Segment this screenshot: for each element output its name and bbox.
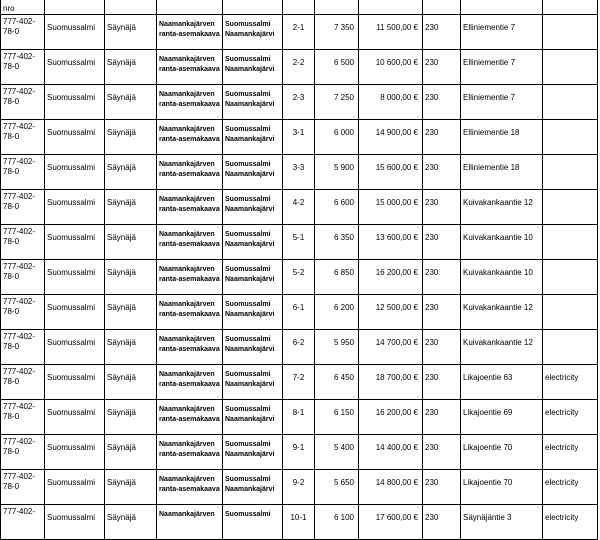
cell-village: Säynäjä [105, 505, 157, 540]
cell-area: Suomussalmi Naamankajärvi [223, 400, 283, 435]
table-row [1, 120, 598, 155]
cell-price: 13 600,00 € [359, 225, 423, 260]
cell-extra [543, 50, 598, 85]
cell-plot: 5-1 [283, 225, 315, 260]
cell-area: Suomussalmi Naamankajärvi [223, 470, 283, 505]
cell-municipality: Suomussalmi [45, 50, 105, 85]
cell-extra [543, 330, 598, 365]
cell-municipality: Suomussalmi [45, 120, 105, 155]
cell-address: Likajoentie 70 [461, 470, 543, 505]
cell-extra: electricity [543, 365, 598, 400]
cell-size: 6 150 [315, 400, 359, 435]
cell-municipality: Suomussalmi [45, 155, 105, 190]
cell-municipality: Suomussalmi [45, 260, 105, 295]
cell-price: 11 500,00 € [359, 15, 423, 50]
cell-extra [543, 15, 598, 50]
cell-property-id: 777-402-78-0 [1, 365, 45, 400]
cell-plot: 10-1 [283, 505, 315, 540]
cell-plot: 6-2 [283, 330, 315, 365]
cell-area: Suomussalmi Naamankajärvi [223, 155, 283, 190]
table-row [1, 50, 598, 85]
cell-size: 6 600 [315, 190, 359, 225]
cell-plan: Naamankajärven ranta-asemakaava [157, 15, 223, 50]
cell-plot: 8-1 [283, 400, 315, 435]
cell-size: 6 200 [315, 295, 359, 330]
cell-property-id: 777-402-78-0 [1, 120, 45, 155]
cell-plot: 5-2 [283, 260, 315, 295]
cell-code: 230 [423, 225, 461, 260]
cell-size: 6 100 [315, 505, 359, 540]
cell-village: Säynäjä [105, 330, 157, 365]
cell-village: Säynäjä [105, 435, 157, 470]
cell-municipality: Suomussalmi [45, 470, 105, 505]
table-row [1, 0, 598, 15]
cell-code: 230 [423, 435, 461, 470]
cell [157, 0, 223, 15]
cell-price: 10 600,00 € [359, 50, 423, 85]
cell-municipality: Suomussalmi [45, 365, 105, 400]
cell [461, 0, 543, 15]
cell-address: Kuivakankaantie 10 [461, 225, 543, 260]
cell-village: Säynäjä [105, 120, 157, 155]
cell-village: Säynäjä [105, 50, 157, 85]
cell-code: 230 [423, 120, 461, 155]
cell-address: Elliniementie 18 [461, 155, 543, 190]
cell-area: Suomussalmi Naamankajärvi [223, 190, 283, 225]
table-row [1, 295, 598, 330]
cell-extra [543, 260, 598, 295]
cell-plan: Naamankajärven ranta-asemakaava [157, 225, 223, 260]
cell-size: 5 950 [315, 330, 359, 365]
cell-property-id: 777-402-78-0 [1, 470, 45, 505]
cell [105, 0, 157, 15]
table-row [1, 505, 598, 540]
cell-plot: 3-3 [283, 155, 315, 190]
table-row [1, 330, 598, 365]
cell-plot: 9-2 [283, 470, 315, 505]
cell-price: 8 000,00 € [359, 85, 423, 120]
cell-area: Suomussalmi Naamankajärvi [223, 15, 283, 50]
cell-plot: 2-1 [283, 15, 315, 50]
cell-code: 230 [423, 85, 461, 120]
cell-extra: electricity [543, 435, 598, 470]
cell-price: 18 700,00 € [359, 365, 423, 400]
cell-address: Likajoentie 63 [461, 365, 543, 400]
cell-address: Likajoentie 70 [461, 435, 543, 470]
cell-property-id: 777-402-78-0 [1, 190, 45, 225]
cell-property-id: 777-402-78-0 [1, 225, 45, 260]
cell-price: 14 800,00 € [359, 470, 423, 505]
cell-address: Elliniementie 7 [461, 15, 543, 50]
cell-area: Suomussalmi Naamankajärvi [223, 85, 283, 120]
table-row [1, 85, 598, 120]
cell-plot: 9-1 [283, 435, 315, 470]
cell-size: 7 250 [315, 85, 359, 120]
cell-property-id: 777-402-78-0 [1, 400, 45, 435]
cell-code: 230 [423, 190, 461, 225]
cell-property-id: 777-402-78-0 [1, 260, 45, 295]
cell-size: 6 500 [315, 50, 359, 85]
cell-extra [543, 225, 598, 260]
cell-plan: Naamankajärven ranta-asemakaava [157, 330, 223, 365]
table-row [1, 435, 598, 470]
cell-plan: Naamankajärven ranta-asemakaava [157, 190, 223, 225]
cell-municipality: Suomussalmi [45, 435, 105, 470]
cell-extra: electricity [543, 400, 598, 435]
cell-size: 6 450 [315, 365, 359, 400]
cell-plan: Naamankajärven ranta-asemakaava [157, 295, 223, 330]
cell-area: Suomussalmi Naamankajärvi [223, 330, 283, 365]
table-body [1, 0, 598, 540]
cell-municipality: Suomussalmi [45, 85, 105, 120]
cell [223, 0, 283, 15]
cell [283, 0, 315, 15]
cell-price: 14 400,00 € [359, 435, 423, 470]
cell-address: Säynäjäntie 3 [461, 505, 543, 540]
cell [359, 0, 423, 15]
cell-property-id: 777-402-78-0 [1, 155, 45, 190]
cell-plan: Naamankajärven ranta-asemakaava [157, 85, 223, 120]
cell-price: 14 700,00 € [359, 330, 423, 365]
cell-area: Suomussalmi Naamankajärvi [223, 225, 283, 260]
cell-size: 6 000 [315, 120, 359, 155]
cell-area: Suomussalmi Naamankajärvi [223, 435, 283, 470]
cell-id-fragment: nro [1, 0, 45, 15]
cell-plan: Naamankajärven [157, 505, 223, 540]
cell-code: 230 [423, 400, 461, 435]
cell [543, 0, 598, 15]
cell-municipality: Suomussalmi [45, 505, 105, 540]
cell-extra [543, 190, 598, 225]
cell-plan: Naamankajärven ranta-asemakaava [157, 365, 223, 400]
cell-property-id: 777-402-78-0 [1, 435, 45, 470]
cell-village: Säynäjä [105, 15, 157, 50]
cell-code: 230 [423, 505, 461, 540]
cell-village: Säynäjä [105, 260, 157, 295]
cell-code: 230 [423, 295, 461, 330]
cell-address: Kuivakankaantie 12 [461, 295, 543, 330]
cell-code: 230 [423, 155, 461, 190]
cell-price: 17 600,00 € [359, 505, 423, 540]
cell-village: Säynäjä [105, 365, 157, 400]
cell-price: 16 200,00 € [359, 400, 423, 435]
cell [423, 0, 461, 15]
cell-plan: Naamankajärven ranta-asemakaava [157, 470, 223, 505]
cell-address: Elliniementie 7 [461, 50, 543, 85]
cell-area: Suomussalmi Naamankajärvi [223, 120, 283, 155]
cell-size: 7 350 [315, 15, 359, 50]
cell-area: Suomussalmi Naamankajärvi [223, 50, 283, 85]
cell-plan: Naamankajärven ranta-asemakaava [157, 260, 223, 295]
table-row [1, 155, 598, 190]
cell-price: 14 900,00 € [359, 120, 423, 155]
cell-code: 230 [423, 365, 461, 400]
cell-price: 15 000,00 € [359, 190, 423, 225]
cell-size: 6 850 [315, 260, 359, 295]
cell [315, 0, 359, 15]
cell-area: Suomussalmi Naamankajärvi [223, 295, 283, 330]
cell-plot: 3-1 [283, 120, 315, 155]
cell-village: Säynäjä [105, 85, 157, 120]
cell-plot: 2-3 [283, 85, 315, 120]
cell-code: 230 [423, 15, 461, 50]
cell-municipality: Suomussalmi [45, 330, 105, 365]
cell-property-id: 777-402- [1, 505, 45, 540]
cell-plot: 7-2 [283, 365, 315, 400]
cell-municipality: Suomussalmi [45, 225, 105, 260]
cell-property-id: 777-402-78-0 [1, 85, 45, 120]
table-row [1, 15, 598, 50]
cell-plot: 2-2 [283, 50, 315, 85]
cell-property-id: 777-402-78-0 [1, 295, 45, 330]
cell-municipality: Suomussalmi [45, 190, 105, 225]
cell-property-id: 777-402-78-0 [1, 15, 45, 50]
table-row [1, 190, 598, 225]
cell-size: 5 900 [315, 155, 359, 190]
cell-village: Säynäjä [105, 155, 157, 190]
cell-size: 5 650 [315, 470, 359, 505]
cell [45, 0, 105, 15]
cell-address: Elliniementie 7 [461, 85, 543, 120]
cell-address: Elliniementie 18 [461, 120, 543, 155]
table-row [1, 260, 598, 295]
cell-municipality: Suomussalmi [45, 295, 105, 330]
cell-extra: electricity [543, 470, 598, 505]
table-row [1, 365, 598, 400]
cell-area: Suomussalmi [223, 505, 283, 540]
cell-size: 5 400 [315, 435, 359, 470]
cell-plan: Naamankajärven ranta-asemakaava [157, 50, 223, 85]
cell-price: 15 600,00 € [359, 155, 423, 190]
cell-municipality: Suomussalmi [45, 400, 105, 435]
cell-code: 230 [423, 50, 461, 85]
cell-plan: Naamankajärven ranta-asemakaava [157, 120, 223, 155]
table-row [1, 400, 598, 435]
cell-code: 230 [423, 330, 461, 365]
table-row [1, 225, 598, 260]
cell-plan: Naamankajärven ranta-asemakaava [157, 435, 223, 470]
cell-extra [543, 295, 598, 330]
cell-village: Säynäjä [105, 225, 157, 260]
cell-size: 6 350 [315, 225, 359, 260]
cell-plot: 4-2 [283, 190, 315, 225]
cell-code: 230 [423, 260, 461, 295]
cell-area: Suomussalmi Naamankajärvi [223, 260, 283, 295]
cell-municipality: Suomussalmi [45, 15, 105, 50]
cell-village: Säynäjä [105, 295, 157, 330]
cell-property-id: 777-402-78-0 [1, 330, 45, 365]
cell-address: Likajoentie 69 [461, 400, 543, 435]
cell-plan: Naamankajärven ranta-asemakaava [157, 155, 223, 190]
cell-extra [543, 85, 598, 120]
cell-price: 12 500,00 € [359, 295, 423, 330]
cell-address: Kuivakankaantie 10 [461, 260, 543, 295]
cell-village: Säynäjä [105, 400, 157, 435]
cell-area: Suomussalmi Naamankajärvi [223, 365, 283, 400]
cell-plot: 6-1 [283, 295, 315, 330]
table-row [1, 470, 598, 505]
cell-extra [543, 120, 598, 155]
cell-extra: electricity [543, 505, 598, 540]
cell-extra [543, 155, 598, 190]
cell-village: Säynäjä [105, 190, 157, 225]
cell-address: Kuivakankaantie 12 [461, 330, 543, 365]
cell-code: 230 [423, 470, 461, 505]
cell-plan: Naamankajärven ranta-asemakaava [157, 400, 223, 435]
cell-village: Säynäjä [105, 470, 157, 505]
cell-price: 16 200,00 € [359, 260, 423, 295]
cell-property-id: 777-402-78-0 [1, 50, 45, 85]
cell-address: Kuivakankaantie 12 [461, 190, 543, 225]
